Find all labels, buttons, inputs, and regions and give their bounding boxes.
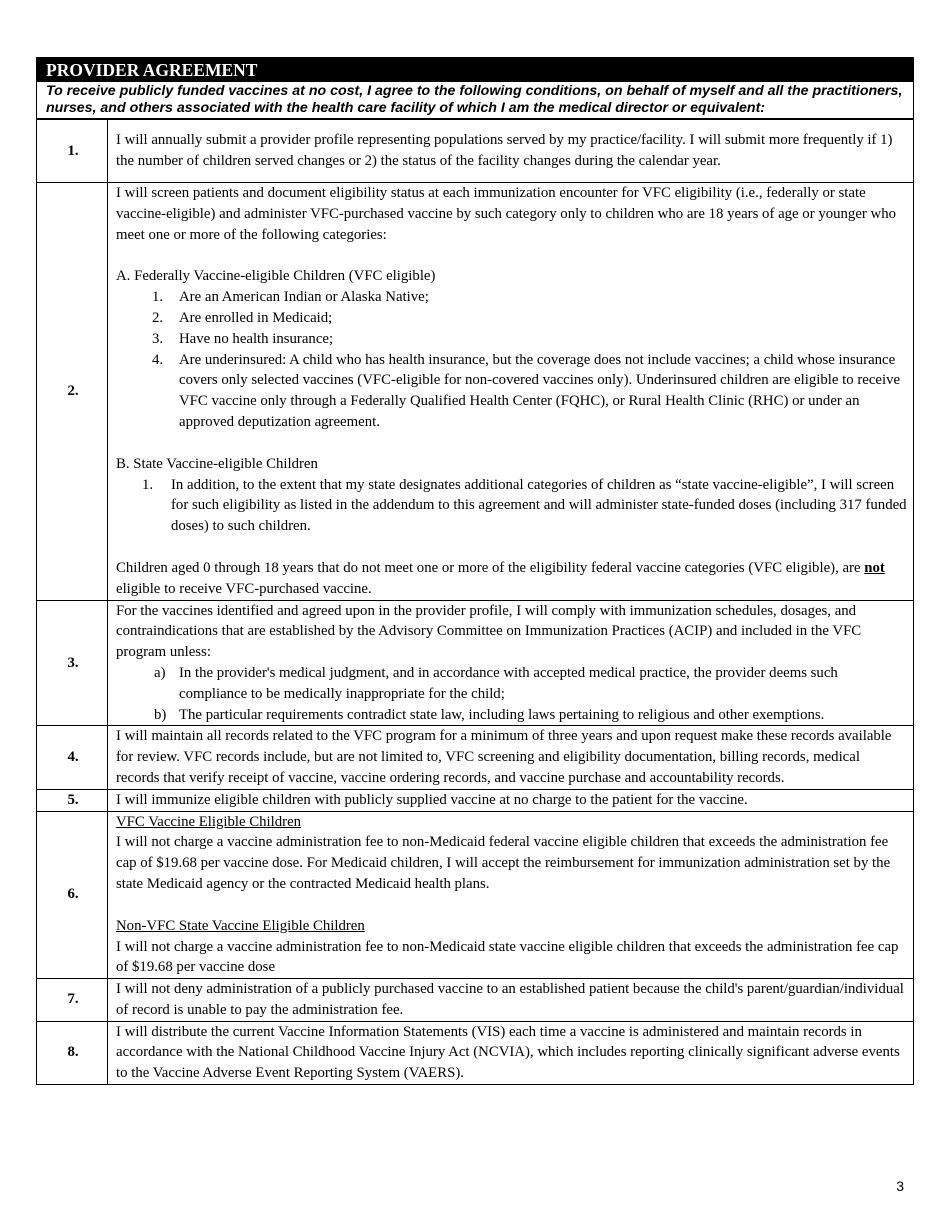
agreement-row-4 <box>37 726 914 789</box>
agreement-intro: To receive publicly funded vaccines at no cost, I agree to the following conditions, on behalf of myself and all the practitioners, nurses, and others associated with the health care facility of which I am the medical director or equivalent: <box>36 82 914 119</box>
row-number: 4. <box>37 726 108 789</box>
state-fee-text: I will not charge a vaccine administration fee to non-Medicaid state vaccine eligible children that exceeds the administration fee cap of $19.68 per vaccine dose <box>116 938 899 976</box>
emphasis-not: not <box>864 559 885 576</box>
exception-list <box>116 663 907 725</box>
list-item: 1. In addition, to the extent that my state designates additional categories of children as “state vaccine-eligible”, I will screen for such eligibility as listed in the addendum to this agreement and will administer state-funded doses (including 317 funded doses) to such children. <box>142 476 907 535</box>
row-intro: I will screen patients and document eligibility status at each immunization encounter for VFC eligibility (i.e., federally or state vaccine-eligible) and administer VFC-purchased vaccine by such category only to children who are 18 years of age or younger who meet one or more of the following categories: <box>116 185 896 243</box>
row-intro: For the vaccines identified and agreed upon in the provider profile, I will comply with immunization schedules, dosages, and contraindications that are established by the Advisory Committee on Immunization Practices (ACIP) and included in the VFC program unless: <box>116 602 862 661</box>
list-item: 2. Are enrolled in Medicaid; <box>152 309 333 326</box>
agreement-row-3 <box>37 600 914 726</box>
agreement-table <box>36 119 914 1085</box>
row-number: 1. <box>37 120 108 183</box>
state-fee-heading: Non-VFC State Vaccine Eligible Children <box>116 917 365 934</box>
state-eligible-heading: B. State Vaccine-eligible Children <box>116 455 318 472</box>
row-number: 8. <box>37 1021 108 1084</box>
vfc-fee-text: I will not charge a vaccine administration fee to non-Medicaid federal vaccine eligible children that exceeds the administration fee cap of $19.68 per vaccine dose. For Medicaid children, I will accept the reimbursement for immunization administration set by the state Medicaid agency or the contracted Medicaid health plans. <box>116 834 891 892</box>
agreement-row-2 <box>37 183 914 601</box>
row-number: 3. <box>37 600 108 726</box>
row-number: 2. <box>37 183 108 601</box>
row-content <box>108 600 914 726</box>
list-item: a) In the provider's medical judgment, and in accordance with accepted medical practice, the provider deems such compliance to be medically inappropriate for the child; <box>154 664 838 702</box>
row-text: I will not deny administration of a publicly purchased vaccine to an established patient because the child's parent/guardian/individual of record is unable to pay the administration fee. <box>108 979 914 1022</box>
row-text: I will immunize eligible children with publicly supplied vaccine at no charge to the patient for the vaccine. <box>108 789 914 811</box>
agreement-row-1 <box>37 120 914 183</box>
row-text: I will annually submit a provider profile representing populations served by my practice/facility. I will submit more frequently if 1) the number of children served changes or 2) the status of the facility changes during the calendar year. <box>108 120 914 183</box>
list-item: 3. Have no health insurance; <box>152 330 334 347</box>
agreement-row-8 <box>37 1021 914 1084</box>
row-text: I will maintain all records related to the VFC program for a minimum of three years and upon request make these records available for review. VFC records include, but are not limited to, VFC screening and eligibility documentation, billing records, medical records that verify receipt of vaccine, vaccine ordering records, and vaccine purchase and accountability records. <box>108 726 914 789</box>
row-number: 5. <box>37 789 108 811</box>
list-item: b) The particular requirements contradict state law, including laws pertaining to religious and other exemptions. <box>154 706 825 723</box>
eligibility-note: Children aged 0 through 18 years that do not meet one or more of the eligibility federal vaccine categories (VFC eligible), are not eligible to receive VFC-purchased vaccine. <box>116 559 885 597</box>
row-number: 6. <box>37 811 108 979</box>
page-number: 3 <box>896 1178 904 1194</box>
row-number: 7. <box>37 979 108 1022</box>
state-eligible-list <box>116 475 907 537</box>
provider-agreement-form <box>36 57 914 1085</box>
list-item: 4. Are underinsured: A child who has health insurance, but the coverage does not include vaccines; a child whose insurance covers only selected vaccines (VFC-eligible for non-covered vaccines only). Underinsured children are eligible to receive VFC vaccine only through a Federally Qualified Health Center (FQHC), or Rural Health Clinic (RHC) or under an approved deputization agreement. <box>152 351 901 430</box>
section-title: PROVIDER AGREEMENT <box>36 57 914 82</box>
agreement-row-5 <box>37 789 914 811</box>
vfc-fee-heading: VFC Vaccine Eligible Children <box>116 813 302 830</box>
row-text: I will distribute the current Vaccine Information Statements (VIS) each time a vaccine is administered and maintain records in accordance with the National Childhood Vaccine Injury Act (NCVIA), which includes reporting clinically significant adverse events to the Vaccine Adverse Event Reporting System (VAERS). <box>108 1021 914 1084</box>
agreement-row-6 <box>37 811 914 979</box>
row-content <box>108 811 914 979</box>
agreement-row-7 <box>37 979 914 1022</box>
row-content <box>108 183 914 601</box>
list-item: 1. Are an American Indian or Alaska Native; <box>152 289 429 306</box>
federal-eligible-list <box>116 287 907 433</box>
federal-eligible-heading: A. Federally Vaccine-eligible Children (VFC eligible) <box>116 268 436 285</box>
